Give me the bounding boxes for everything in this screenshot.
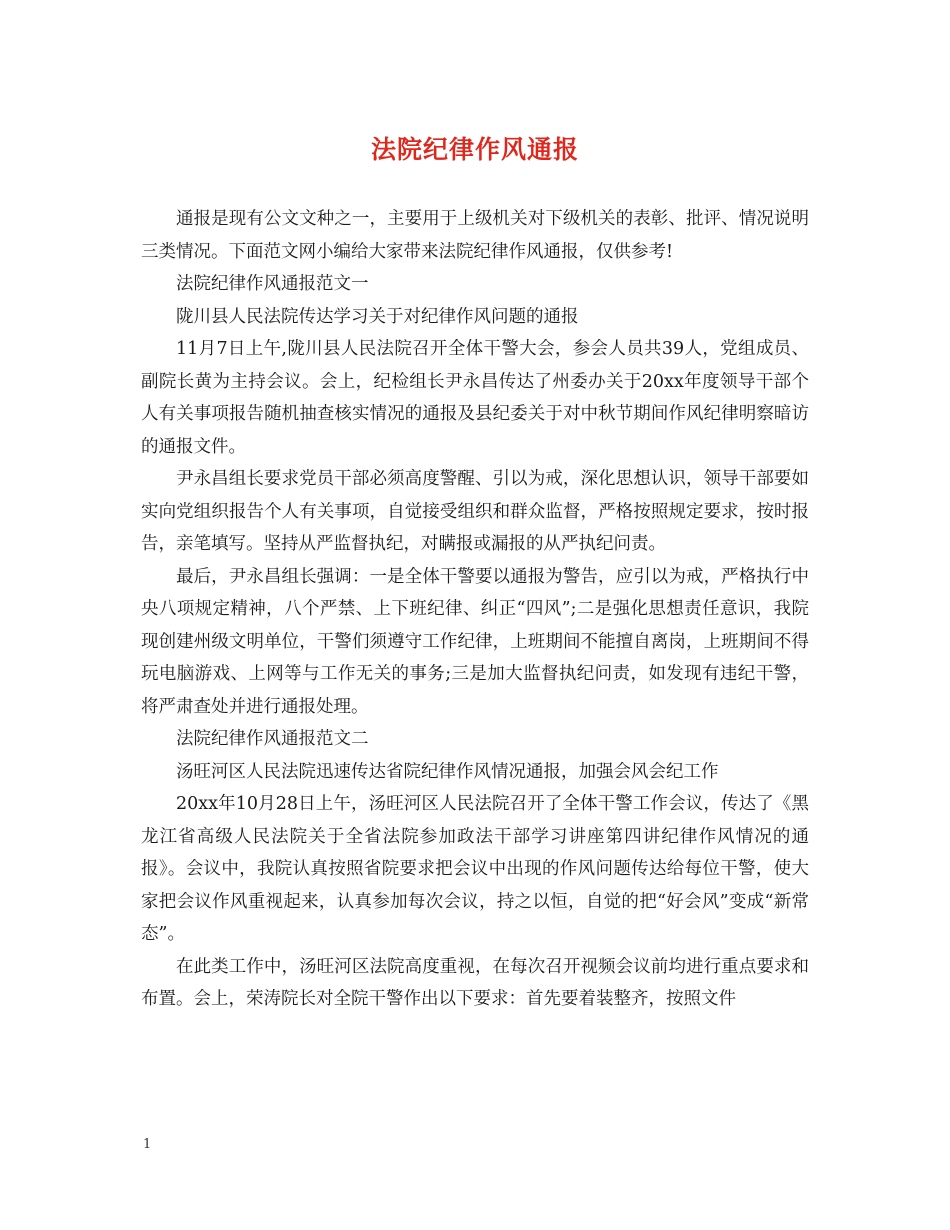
notice-title: 陇川县人民法院传达学习关于对纪律作风问题的通报 [176, 306, 579, 327]
document-body [141, 203, 809, 1016]
page-number: 1 [143, 1137, 152, 1152]
paragraph: 20xx年10月28日上午，汤旺河区人民法院召开了全体干警工作会议，传达了《黑龙江省高级人民法院关于全省法院参加政法干部学习讲座第四讲纪律作风情况的通报》。会议中，我院认真按照省院要求把会议中出现的作风问题传达给每位干警，使大家把会议作风重视起来，认真参加每次会议，持之以恒，自觉的把“好会风”变成“新常态”。 [141, 794, 809, 944]
notice-title: 汤旺河区人民法院迅速传达省院纪律作风情况通报，加强会风会纪工作 [176, 761, 719, 782]
section-heading: 法院纪律作风通报范文二 [176, 729, 369, 749]
paragraph: 通报是现有公文文种之一，主要用于上级机关对下级机关的表彰、批评、情况说明三类情况。下面范文网小编给大家带来法院纪律作风通报，仅供参考! [141, 209, 809, 262]
document-title: 法院纪律作风通报 [370, 135, 579, 164]
paragraph: 最后，尹永昌组长强调：一是全体干警要以通报为警告，应引以为戒，严格执行中央八项规定精神，八个严禁、上下班纪律、纠正“四风”;二是强化思想责任意识，我院现创建州级文明单位，干警们须遵守工作纪律，上班期间不能擅自离岗，上班期间不得玩电脑游戏、上网等与工作无关的事务;三是加大监督执纪问责，如发现有违纪干警，将严肃查处并进行通报处理。 [141, 566, 809, 717]
paragraph: 11月7日上午,陇川县人民法院召开全体干警大会，参会人员共39人，党组成员、副院长黄为主持会议。会上，纪检组长尹永昌传达了州委办关于20xx年度领导干部个人有关事项报告随机抽查核实情况的通报及县纪委关于对中秋节期间作风纪律明察暗访的通报文件。 [141, 339, 809, 457]
section-heading: 法院纪律作风通报范文一 [176, 274, 369, 294]
paragraph: 尹永昌组长要求党员干部必须高度警醒、引以为戒，深化思想认识，领导干部要如实向党组织报告个人有关事项，自觉接受组织和群众监督，严格按照规定要求，按时报告，亲笔填写。坚持从严监督执纪，对瞒报或漏报的从严执纪问责。 [141, 469, 809, 554]
paragraph: 在此类工作中，汤旺河区法院高度重视，在每次召开视频会议前均进行重点要求和布置。会上，荣涛院长对全院干警作出以下要求：首先要着装整齐，按照文件 [141, 956, 809, 1009]
